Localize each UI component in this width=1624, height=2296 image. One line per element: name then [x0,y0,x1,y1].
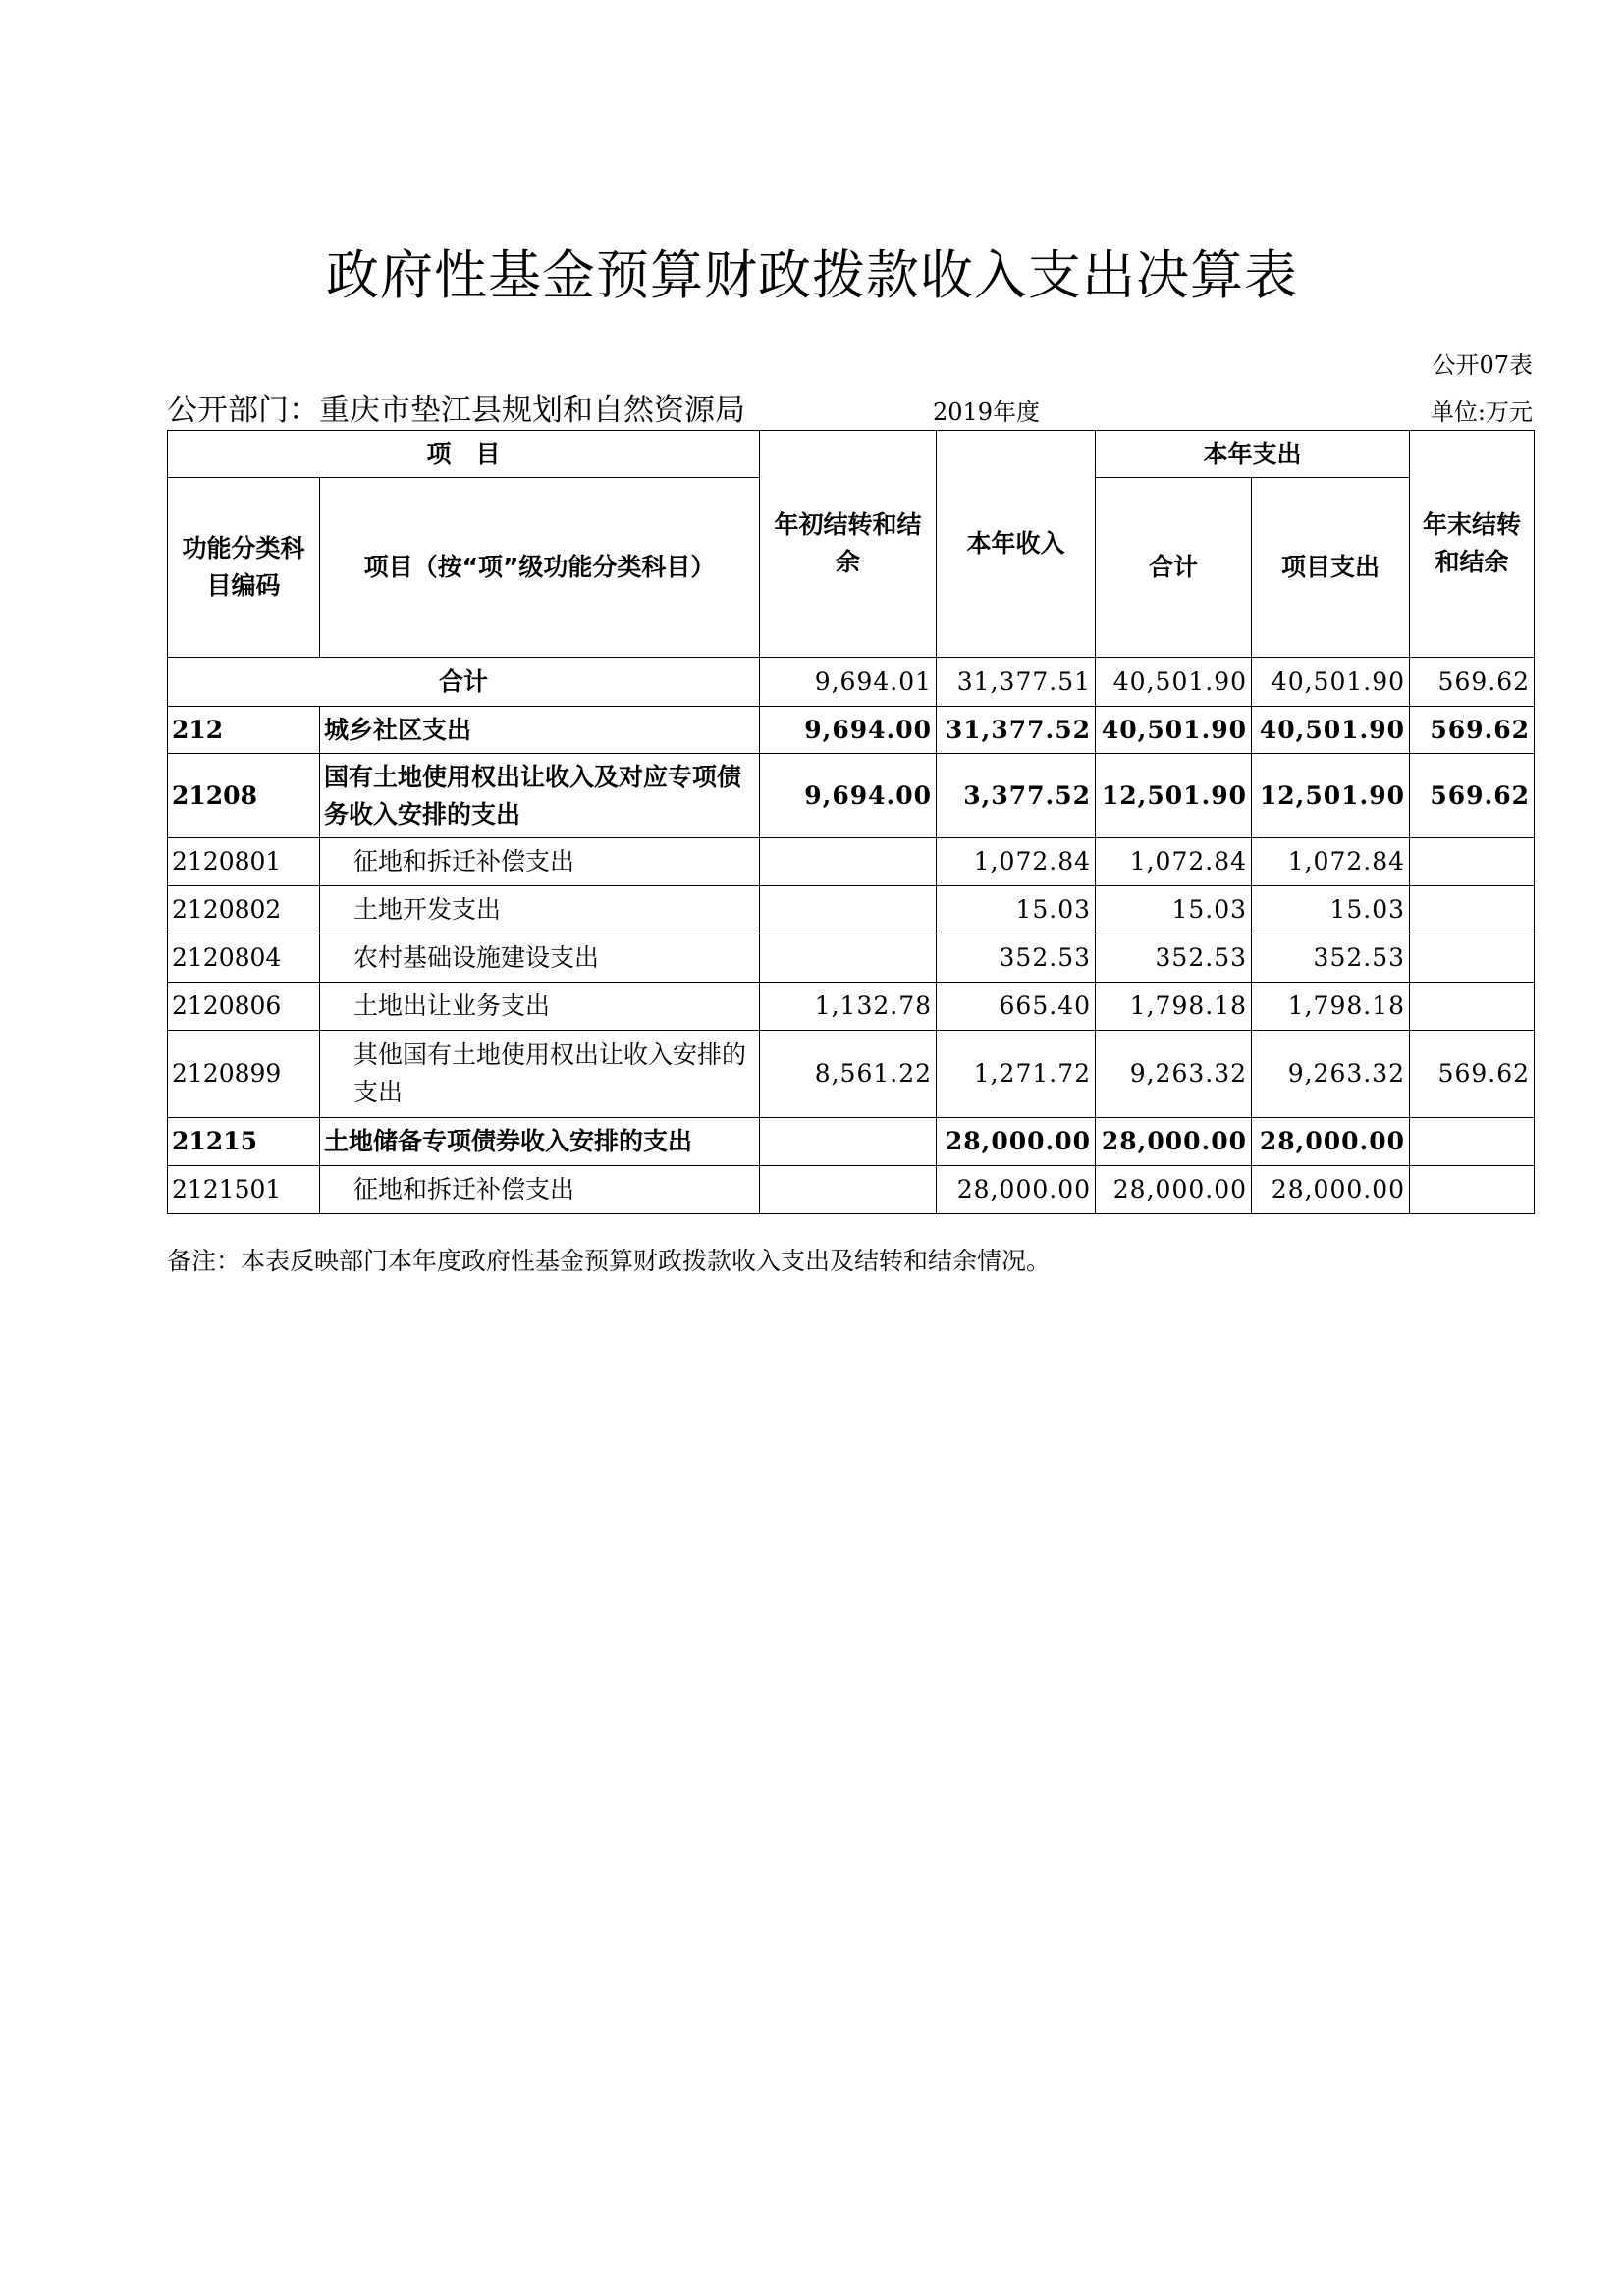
row-exp-project: 9,263.32 [1252,1031,1410,1118]
row-closing: 569.62 [1410,707,1535,754]
row-exp-project: 12,501.90 [1252,754,1410,838]
row-income: 28,000.00 [937,1166,1096,1214]
row-opening: 1,132.78 [760,983,937,1031]
table-row [168,1118,1535,1166]
total-label: 合计 [168,658,760,707]
row-exp-total: 40,501.90 [1096,707,1252,754]
row-income: 665.40 [937,983,1096,1031]
year-label: 2019年度 [933,399,1041,426]
row-code: 21215 [168,1118,320,1166]
row-income: 15.03 [937,886,1096,934]
row-exp-total: 1,072.84 [1096,838,1252,886]
row-opening: 8,561.22 [760,1031,937,1118]
row-name: 土地储备专项债券收入安排的支出 [320,1118,760,1166]
header-exp-project: 项目支出 [1252,478,1410,658]
row-name: 征地和拆迁补偿支出 [320,1166,760,1214]
row-opening: 9,694.00 [760,754,937,838]
header-income: 本年收入 [937,431,1096,658]
row-income: 352.53 [937,934,1096,983]
table-row [168,934,1535,983]
row-code: 2120802 [168,886,320,934]
row-opening [760,934,937,983]
header-item: 项 目 [168,431,760,478]
row-code: 2121501 [168,1166,320,1214]
row-income: 28,000.00 [937,1118,1096,1166]
row-code: 2120899 [168,1031,320,1118]
total-exp-project: 40,501.90 [1252,658,1410,707]
row-exp-project: 1,798.18 [1252,983,1410,1031]
row-closing [1410,934,1535,983]
row-exp-project: 28,000.00 [1252,1166,1410,1214]
header-opening-balance: 年初结转和结余 [760,431,937,658]
row-name: 农村基础设施建设支出 [320,934,760,983]
row-income: 31,377.52 [937,707,1096,754]
row-opening [760,838,937,886]
total-opening: 9,694.01 [760,658,937,707]
table-row [168,754,1535,838]
row-closing [1410,983,1535,1031]
row-opening: 9,694.00 [760,707,937,754]
row-code: 21208 [168,754,320,838]
row-exp-project: 15.03 [1252,886,1410,934]
header-item-name: 项目（按“项”级功能分类科目） [320,478,760,658]
row-opening [760,886,937,934]
total-exp-total: 40,501.90 [1096,658,1252,707]
row-code: 2120804 [168,934,320,983]
department-label: 公开部门：重庆市垫江县规划和自然资源局 [167,393,745,428]
table-row [168,1166,1535,1214]
row-income: 1,072.84 [937,838,1096,886]
row-code: 2120801 [168,838,320,886]
row-opening [760,1118,937,1166]
row-exp-project: 40,501.90 [1252,707,1410,754]
row-closing [1410,886,1535,934]
row-exp-total: 12,501.90 [1096,754,1252,838]
row-closing [1410,1166,1535,1214]
page-title: 政府性基金预算财政拨款收入支出决算表 [326,244,1298,306]
total-closing: 569.62 [1410,658,1535,707]
row-code: 212 [168,707,320,754]
row-exp-total: 28,000.00 [1096,1118,1252,1166]
row-exp-total: 1,798.18 [1096,983,1252,1031]
row-name: 其他国有土地使用权出让收入安排的支出 [320,1031,760,1118]
row-name: 城乡社区支出 [320,707,760,754]
row-closing [1410,1118,1535,1166]
table-row [168,707,1535,754]
table-row [168,1031,1535,1118]
row-exp-project: 352.53 [1252,934,1410,983]
row-name: 土地出让业务支出 [320,983,760,1031]
row-closing [1410,838,1535,886]
row-income: 1,271.72 [937,1031,1096,1118]
table-row [168,983,1535,1031]
header-code: 功能分类科目编码 [168,478,320,658]
header-row-1 [168,431,1535,478]
row-exp-total: 15.03 [1096,886,1252,934]
row-name: 征地和拆迁补偿支出 [320,838,760,886]
table-row [168,838,1535,886]
row-opening [760,1166,937,1214]
unit-label: 单位:万元 [1430,399,1533,426]
header-exp-total: 合计 [1096,478,1252,658]
header-expenditure: 本年支出 [1096,431,1410,478]
footnote: 备注：本表反映部门本年度政府性基金预算财政拨款收入支出及结转和结余情况。 [167,1247,1052,1275]
row-exp-project: 1,072.84 [1252,838,1410,886]
total-income: 31,377.51 [937,658,1096,707]
table-row [168,886,1535,934]
row-closing: 569.62 [1410,1031,1535,1118]
row-closing: 569.62 [1410,754,1535,838]
budget-table [167,430,1535,1214]
row-exp-total: 28,000.00 [1096,1166,1252,1214]
form-number: 公开07表 [1432,351,1533,379]
total-row [168,658,1535,707]
row-name: 国有土地使用权出让收入及对应专项债务收入安排的支出 [320,754,760,838]
row-exp-project: 28,000.00 [1252,1118,1410,1166]
row-code: 2120806 [168,983,320,1031]
row-name: 土地开发支出 [320,886,760,934]
row-income: 3,377.52 [937,754,1096,838]
row-exp-total: 352.53 [1096,934,1252,983]
header-closing-balance: 年末结转和结余 [1410,431,1535,658]
row-exp-total: 9,263.32 [1096,1031,1252,1118]
meta-row [167,385,1533,428]
